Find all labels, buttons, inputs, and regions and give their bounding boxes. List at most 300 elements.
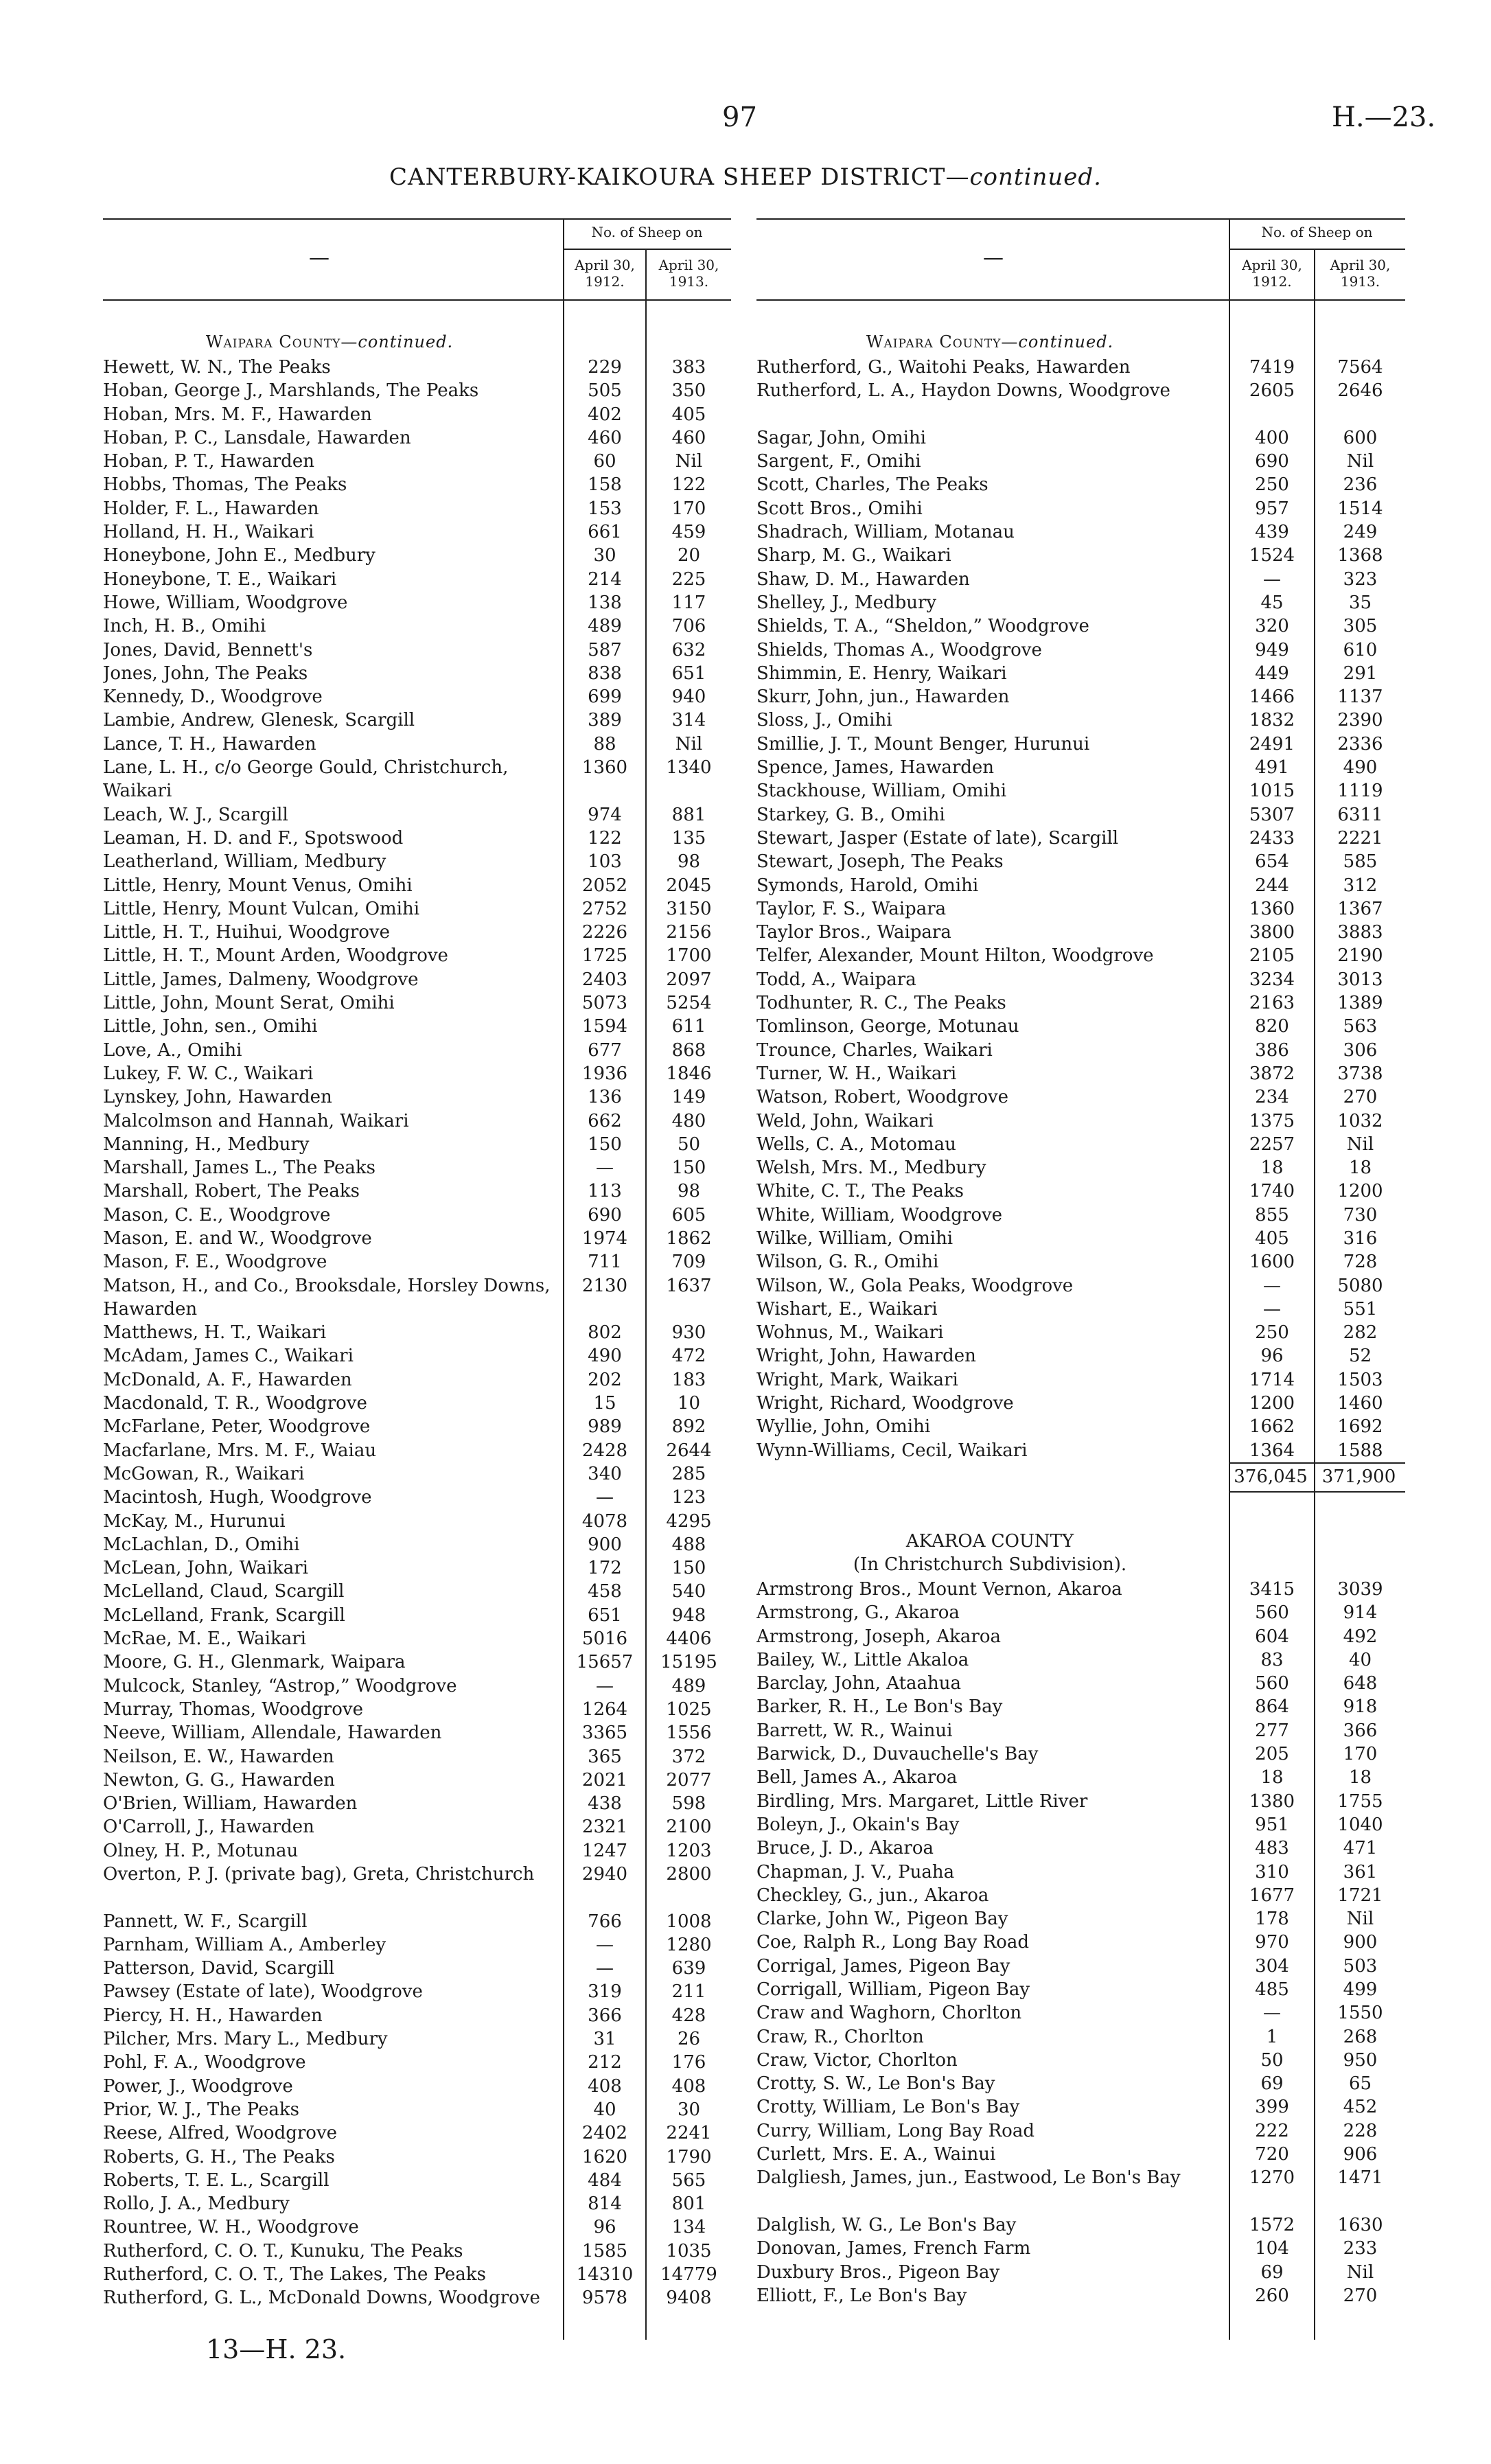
sheep-1913: 1389 <box>1337 993 1383 1014</box>
holder-name: Wright, Richard, Woodgrove <box>756 1393 1014 1414</box>
holder-name: Newton, G. G., Hawarden <box>103 1769 335 1791</box>
sheep-1912: 178 <box>1255 1909 1289 1930</box>
holder-name: Shimmin, E. Henry, Waikari <box>756 663 1007 684</box>
table-row <box>756 1742 1405 1766</box>
sheep-1913: 3738 <box>1337 1063 1383 1084</box>
table-row <box>756 544 1405 567</box>
sheep-1913: 503 <box>1343 1955 1378 1977</box>
table-row <box>756 2166 1405 2213</box>
sheep-1912: 408 <box>588 2075 622 2097</box>
header-bottom-rule <box>103 299 731 301</box>
holder-name: Todhunter, R. C., The Peaks <box>756 993 1006 1014</box>
holder-name: Armstrong, G., Akaroa <box>756 1602 960 1624</box>
sheep-1912: 202 <box>588 1369 622 1390</box>
sheep-1912: 1524 <box>1249 545 1295 566</box>
table-row <box>756 1321 1405 1344</box>
sheep-1913: 117 <box>671 592 706 613</box>
holder-name: Wilson, G. R., Omihi <box>756 1252 939 1273</box>
sheep-1912: 489 <box>588 616 622 637</box>
sheep-1913: 632 <box>671 639 706 660</box>
sheep-1912: 460 <box>588 427 622 448</box>
sheep-1913: 3039 <box>1337 1578 1383 1600</box>
sheep-1912: 103 <box>588 851 622 873</box>
table-row <box>103 991 731 1015</box>
table-row <box>756 2284 1405 2307</box>
table-row <box>756 827 1405 850</box>
sheep-1913: 323 <box>1343 568 1378 590</box>
sheep-1912: 389 <box>588 710 622 731</box>
table-row <box>103 1910 731 1933</box>
sheep-1912: 1740 <box>1249 1181 1295 1202</box>
sheep-1913: 2800 <box>666 1864 712 1885</box>
sheep-1913: 314 <box>671 710 706 731</box>
sheep-1913: 372 <box>671 1746 706 1767</box>
holder-name: Rutherford, G., Waitohi Peaks, Hawarden <box>756 357 1131 378</box>
section-heading: Waipara County—continued. <box>205 332 454 352</box>
holder-name: Little, John, sen., Omihi <box>103 1016 318 1037</box>
sheep-1913: 282 <box>1343 1322 1378 1344</box>
sheep-1912: 304 <box>1255 1955 1289 1977</box>
holder-name: McKay, M., Hurunui <box>103 1510 286 1532</box>
sheep-1912: 2130 <box>581 1275 628 1296</box>
holder-name: Corrigal, James, Pigeon Bay <box>756 1955 1010 1977</box>
sheep-1912: 1677 <box>1249 1885 1295 1906</box>
sheep-1912: 260 <box>1255 2285 1289 2306</box>
sheep-1913: 1368 <box>1337 545 1383 566</box>
table-row <box>103 1698 731 1721</box>
table-row <box>756 1062 1405 1085</box>
sheep-1913: 900 <box>1343 1932 1378 1953</box>
holder-name: McLachlan, D., Omihi <box>103 1534 300 1555</box>
sheep-1913: 540 <box>671 1581 706 1602</box>
holder-name: Craw, Victor, Chorlton <box>756 2049 958 2071</box>
holder-name: Barwick, D., Duvauchelle's Bay <box>756 1744 1039 1765</box>
sheep-1912: 3872 <box>1249 1063 1295 1084</box>
sheep-1913: 18 <box>1348 1767 1372 1788</box>
sheep-1912: 1247 <box>581 1840 628 1861</box>
table-row <box>103 614 731 638</box>
holder-name: Wohnus, M., Waikari <box>756 1322 944 1344</box>
sheep-1912: 560 <box>1255 1602 1289 1624</box>
sheep-1912: 970 <box>1255 1932 1289 1953</box>
holder-name: Little, John, Mount Serat, Omihi <box>103 993 395 1014</box>
table-row <box>756 1250 1405 1274</box>
sheep-1913: 492 <box>1343 1626 1378 1647</box>
sheep-1912: 1360 <box>581 757 628 779</box>
sheep-1913: 5254 <box>666 993 712 1014</box>
sheep-1913: 2646 <box>1337 380 1383 402</box>
sheep-1913: 639 <box>671 1958 706 1979</box>
table-row <box>756 991 1405 1015</box>
table-row <box>103 1085 731 1109</box>
sheep-1913: 135 <box>671 827 706 849</box>
table-row <box>103 1039 731 1062</box>
sheep-1912: 2940 <box>581 1864 628 1885</box>
sheep-1913: 610 <box>1343 639 1378 660</box>
holder-name: Tomlinson, George, Motunau <box>756 1016 1019 1037</box>
sheep-1913: 1367 <box>1337 898 1383 919</box>
sheep-1913: 490 <box>1343 757 1378 779</box>
sheep-1913: 1340 <box>666 757 712 779</box>
sheep-1912: 365 <box>588 1746 622 1767</box>
col-1913-line2: 1913. <box>1340 273 1380 290</box>
sheep-1912: 136 <box>588 1087 622 1108</box>
holder-name: Weld, John, Waikari <box>756 1110 934 1131</box>
sheep-1912: 1572 <box>1249 2214 1295 2235</box>
holder-name: Reese, Alfred, Woodgrove <box>103 2123 338 2144</box>
holder-name: Little, H. T., Huihui, Woodgrove <box>103 922 391 943</box>
sheep-1913: 35 <box>1348 592 1372 613</box>
holder-name: Boleyn, J., Okain's Bay <box>756 1814 960 1835</box>
sheep-1912: 720 <box>1255 2144 1289 2165</box>
sheep-1912: 319 <box>588 1981 622 2003</box>
table-row <box>103 356 731 379</box>
holder-name: Jones, John, The Peaks <box>103 663 308 684</box>
holder-name: Clarke, John W., Pigeon Bay <box>756 1909 1008 1930</box>
table-row <box>756 968 1405 991</box>
sheep-1912: 18 <box>1260 1767 1284 1788</box>
sheep-1912: 214 <box>588 568 622 590</box>
holder-name: Stackhouse, William, Omihi <box>756 781 1007 802</box>
sheep-1913: 1862 <box>666 1228 712 1249</box>
sheep-1913: 285 <box>671 1463 706 1484</box>
table-row <box>103 2286 731 2334</box>
sheep-1913: 40 <box>1348 1649 1372 1670</box>
name-column-header: — <box>983 246 1004 270</box>
col-1913-header <box>1315 257 1405 290</box>
sheep-1913: 565 <box>671 2169 706 2191</box>
holder-name: Malcolmson and Hannah, Waikari <box>103 1110 409 1131</box>
sheep-1913: Nil <box>1346 451 1374 472</box>
sheep-1912: 2163 <box>1249 993 1295 1014</box>
sheep-1912: 677 <box>588 1039 622 1061</box>
sheep-1912: 40 <box>593 2099 616 2120</box>
table-row <box>756 1884 1405 1907</box>
table-row <box>103 874 731 897</box>
holder-name: Mulcock, Stanley, “Astrop,” Woodgrove <box>103 1675 457 1696</box>
table-row <box>103 968 731 991</box>
holder-name: McLelland, Claud, Scargill <box>103 1581 345 1602</box>
holder-name: Shields, T. A., “Sheldon,” Woodgrove <box>756 616 1089 637</box>
table-row <box>103 2027 731 2051</box>
sheep-1913: 648 <box>1343 1673 1378 1694</box>
sheep-1913: 651 <box>671 663 706 684</box>
holder-name: Dalglish, W. G., Le Bon's Bay <box>756 2214 1017 2235</box>
holder-name: Honeybone, T. E., Waikari <box>103 568 337 590</box>
sheep-1912: 399 <box>1255 2097 1289 2118</box>
page-number: 97 <box>722 102 757 133</box>
sheep-1912: 662 <box>588 1110 622 1131</box>
table-row <box>756 709 1405 732</box>
table-row <box>756 1601 1405 1624</box>
holder-name: Mason, F. E., Woodgrove <box>103 1252 327 1273</box>
table-row <box>103 662 731 685</box>
sheep-1913: 134 <box>671 2217 706 2238</box>
holder-name: Pohl, F. A., Woodgrove <box>103 2052 306 2073</box>
table-row <box>103 1933 731 1957</box>
table-row <box>756 1766 1405 1789</box>
sheep-1913: 1692 <box>1337 1416 1383 1438</box>
sheep-1913: 408 <box>671 2075 706 2097</box>
sheep-1913: 270 <box>1343 2285 1378 2306</box>
sheep-1913: 940 <box>671 687 706 708</box>
table-row <box>103 1179 731 1203</box>
holder-name: Bruce, J. D., Akaroa <box>756 1838 934 1859</box>
table-row <box>756 921 1405 944</box>
holder-name: Mason, C. E., Woodgrove <box>103 1204 331 1225</box>
sheep-1913: 176 <box>671 2052 706 2073</box>
sheep-1912: 864 <box>1255 1696 1289 1718</box>
holder-name: Stewart, Jasper (Estate of late), Scargill <box>756 827 1119 849</box>
col-1913-header <box>647 257 731 290</box>
sheep-1912: 1200 <box>1249 1393 1295 1414</box>
sheep-1912: 14310 <box>576 2264 634 2285</box>
holder-name: Matson, H., and Co., Brooksdale, Horsley Downs, Hawarden <box>103 1275 551 1320</box>
sheep-1912: 484 <box>588 2169 622 2191</box>
sheep-1912: — <box>596 1675 614 1696</box>
table-row <box>103 1439 731 1462</box>
sheep-1913: 98 <box>677 1181 701 1202</box>
sheep-1913: 2045 <box>666 875 712 896</box>
holder-name: Wishart, E., Waikari <box>756 1298 938 1320</box>
sheep-1913: 3150 <box>666 898 712 919</box>
holder-name: Hoban, P. C., Lansdale, Hawarden <box>103 427 411 448</box>
table-row <box>756 1204 1405 1227</box>
holder-name: Duxbury Bros., Pigeon Bay <box>756 2261 1000 2283</box>
page-title <box>0 163 1491 191</box>
sheep-1913: 480 <box>671 1110 706 1131</box>
sheep-1913: 122 <box>671 474 706 496</box>
sheep-1912: 205 <box>1255 1744 1289 1765</box>
sheep-1913: 948 <box>671 1604 706 1626</box>
sheep-1912: 31 <box>593 2029 616 2050</box>
table-row <box>756 614 1405 638</box>
sheep-1912: 485 <box>1255 1979 1289 2000</box>
sheep-1913: 1032 <box>1337 1110 1383 1131</box>
sheep-1913: 170 <box>671 498 706 519</box>
holder-name: Sargent, F., Omihi <box>756 451 921 472</box>
sheep-1912: 5307 <box>1249 804 1295 825</box>
holder-name: Macintosh, Hugh, Woodgrove <box>103 1487 372 1508</box>
sheep-1913: 4295 <box>666 1510 712 1532</box>
sheep-1913: 3013 <box>1337 969 1383 990</box>
table-row <box>756 1344 1405 1368</box>
sheep-1912: 1620 <box>581 2146 628 2167</box>
sheep-1912: 974 <box>588 804 622 825</box>
holder-name: Telfer, Alexander, Mount Hilton, Woodgrove <box>756 945 1154 967</box>
holder-name: Sagar, John, Omihi <box>756 427 926 448</box>
sheep-1913: 881 <box>671 804 706 825</box>
sheep-1913: 1637 <box>666 1275 712 1296</box>
sheep-1913: 2156 <box>666 922 712 943</box>
table-row <box>756 1978 1405 2001</box>
sheep-count-header: No. of Sheep on <box>591 224 703 240</box>
sheep-1912: 690 <box>1255 451 1289 472</box>
holder-name: Barker, R. H., Le Bon's Bay <box>756 1696 1003 1718</box>
table-row <box>103 803 731 827</box>
holder-name: Wyllie, John, Omihi <box>756 1416 931 1438</box>
table-row <box>103 1321 731 1344</box>
table-row <box>756 1625 1405 1648</box>
sheep-1913: 2100 <box>666 1817 712 1838</box>
table-row <box>103 733 731 756</box>
holder-name: Watson, Robert, Woodgrove <box>756 1087 1009 1108</box>
holder-name: Macfarlane, Mrs. M. F., Waiau <box>103 1440 377 1461</box>
table-row <box>103 426 731 450</box>
holder-name: Moore, G. H., Glenmark, Waipara <box>103 1652 406 1673</box>
holder-name: Turner, W. H., Waikari <box>756 1063 957 1084</box>
holder-name: Howe, William, Woodgrove <box>103 592 348 613</box>
akaroa-subdivision-note: (In Christchurch Subdivision). <box>853 1554 1127 1575</box>
sheep-1912: 2226 <box>581 922 628 943</box>
holder-name: Mason, E. and W., Woodgrove <box>103 1228 372 1249</box>
sheep-1912: 560 <box>1255 1673 1289 1694</box>
sheep-1912: 18 <box>1260 1158 1284 1179</box>
sheep-1912: 491 <box>1255 757 1289 779</box>
name-column-header: — <box>309 246 330 270</box>
sheep-1912: 483 <box>1255 1838 1289 1859</box>
sheep-1912: 1 <box>1266 2026 1278 2047</box>
col-1912-line1: April 30, <box>1242 257 1302 273</box>
holder-name: Shelley, J., Medbury <box>756 592 937 613</box>
sheep-1912: 711 <box>588 1252 622 1273</box>
table-row <box>756 591 1405 614</box>
sheep-1913: 366 <box>1343 1720 1378 1741</box>
table-row <box>756 685 1405 709</box>
sheep-1912: — <box>596 1934 614 1955</box>
sheep-1913: 1460 <box>1337 1393 1383 1414</box>
table-row <box>103 1250 731 1274</box>
table-top-rule <box>103 218 731 220</box>
holder-name: O'Brien, William, Hawarden <box>103 1793 358 1815</box>
col-1912-line1: April 30, <box>575 257 635 273</box>
sheep-1912: 366 <box>588 2005 622 2026</box>
sheep-1913: 170 <box>1343 1744 1378 1765</box>
sheep-1913: 611 <box>671 1016 706 1037</box>
sheep-1912: 104 <box>1255 2238 1289 2259</box>
holder-name: Curry, William, Long Bay Road <box>756 2120 1035 2141</box>
sheep-1913: 150 <box>671 1158 706 1179</box>
sheep-1912: — <box>1263 1275 1281 1296</box>
sheep-1913: 1203 <box>666 1840 712 1861</box>
sheep-1913: 305 <box>1343 616 1378 637</box>
sheep-1913: 30 <box>677 2099 701 2120</box>
sheep-1913: 1025 <box>666 1699 712 1720</box>
holder-name: Pannett, W. F., Scargill <box>103 1911 308 1932</box>
sheep-1912: 2105 <box>1249 945 1295 967</box>
sheep-1913: 950 <box>1343 2049 1378 2071</box>
holder-name: Rollo, J. A., Medbury <box>103 2194 290 2215</box>
sheep-1912: 458 <box>588 1581 622 1602</box>
sheep-1912: 1380 <box>1249 1791 1295 1812</box>
sheep-1913: 183 <box>671 1369 706 1390</box>
holder-name: Armstrong, Joseph, Akaroa <box>756 1626 1001 1647</box>
table-row <box>756 2025 1405 2049</box>
sheep-1913: 551 <box>1343 1298 1378 1320</box>
sheep-1912: 2605 <box>1249 380 1295 402</box>
sheep-1913: 291 <box>1343 663 1378 684</box>
document-reference: H.—23. <box>1332 102 1436 133</box>
holder-name: McGowan, R., Waikari <box>103 1463 305 1484</box>
sheep-1913: 9408 <box>666 2288 712 2309</box>
holder-name: Parnham, William A., Amberley <box>103 1934 386 1955</box>
sheep-1912: 83 <box>1260 1649 1284 1670</box>
sheep-1912: 5016 <box>581 1628 628 1650</box>
table-row <box>756 1931 1405 1954</box>
sheep-1913: 350 <box>671 380 706 402</box>
holder-name: Barrett, W. R., Wainui <box>756 1720 953 1741</box>
sheep-1912: 951 <box>1255 1814 1289 1835</box>
table-row <box>103 1815 731 1839</box>
sheep-1913: 2190 <box>1337 945 1383 967</box>
holder-name: Craw, R., Chorlton <box>756 2026 924 2047</box>
table-row <box>103 1062 731 1085</box>
holder-name: White, C. T., The Peaks <box>756 1181 964 1202</box>
holder-name: Crotty, William, Le Bon's Bay <box>756 2097 1020 2118</box>
sheep-1912: 122 <box>588 827 622 849</box>
total-1912: 376,045 <box>1234 1466 1308 1487</box>
holder-name: Stewart, Joseph, The Peaks <box>756 851 1004 873</box>
holder-name: McAdam, James C., Waikari <box>103 1346 354 1367</box>
holder-name: Starkey, G. B., Omihi <box>756 804 945 825</box>
table-row <box>103 2145 731 2169</box>
sheep-1913: 2336 <box>1337 733 1383 755</box>
sheep-1912: 449 <box>1255 663 1289 684</box>
sheep-1912: 45 <box>1260 592 1284 613</box>
table-row <box>756 1837 1405 1860</box>
sheep-1913: 906 <box>1343 2144 1378 2165</box>
sheep-1912: 5073 <box>581 993 628 1014</box>
sheep-1913: 312 <box>1343 875 1378 896</box>
holder-name: Barclay, John, Ataahua <box>756 1673 962 1694</box>
sheep-1913: Nil <box>1346 2261 1374 2283</box>
table-row <box>756 1695 1405 1718</box>
sheep-count-header: No. of Sheep on <box>1261 224 1373 240</box>
sheep-1912: 989 <box>588 1416 622 1438</box>
col-1913-line1: April 30, <box>658 257 719 273</box>
sheep-1913: 563 <box>1343 1016 1378 1037</box>
holder-name: Skurr, John, jun., Hawarden <box>756 687 1010 708</box>
sheep-1913: 211 <box>671 1981 706 2003</box>
holder-name: Wynn-Williams, Cecil, Waikari <box>756 1440 1028 1461</box>
sheep-1913: 7564 <box>1337 357 1383 378</box>
sheep-1913: 1280 <box>666 1934 712 1955</box>
sheep-1913: 2221 <box>1337 827 1383 849</box>
sheep-1912: 320 <box>1255 616 1289 637</box>
sheep-1912: 250 <box>1255 474 1289 496</box>
sheep-1912: 9578 <box>581 2288 628 2309</box>
sheep-1912: 1662 <box>1249 1416 1295 1438</box>
holder-name: Love, A., Omihi <box>103 1039 242 1061</box>
col-1912-header <box>1230 257 1314 290</box>
table-row <box>103 568 731 591</box>
sheep-1912: 3365 <box>581 1723 628 1744</box>
sheep-1913: 2644 <box>666 1440 712 1461</box>
holder-name: Manning, H., Medbury <box>103 1133 310 1155</box>
sheep-1912: 820 <box>1255 1016 1289 1037</box>
section-heading: Waipara County—continued. <box>866 332 1114 352</box>
holder-name: Little, James, Dalmeny, Woodgrove <box>103 969 419 990</box>
table-row <box>756 379 1405 426</box>
sheep-1912: 69 <box>1260 2261 1284 2283</box>
sheep-1912: 900 <box>588 1534 622 1555</box>
holder-name: Taylor Bros., Waipara <box>756 922 951 943</box>
holder-name: Rountree, W. H., Woodgrove <box>103 2217 359 2238</box>
sheep-1912: 15657 <box>576 1652 634 1673</box>
holder-name: Corrigall, William, Pigeon Bay <box>756 1979 1030 2000</box>
sheep-1913: 892 <box>671 1416 706 1438</box>
table-row <box>103 2004 731 2027</box>
